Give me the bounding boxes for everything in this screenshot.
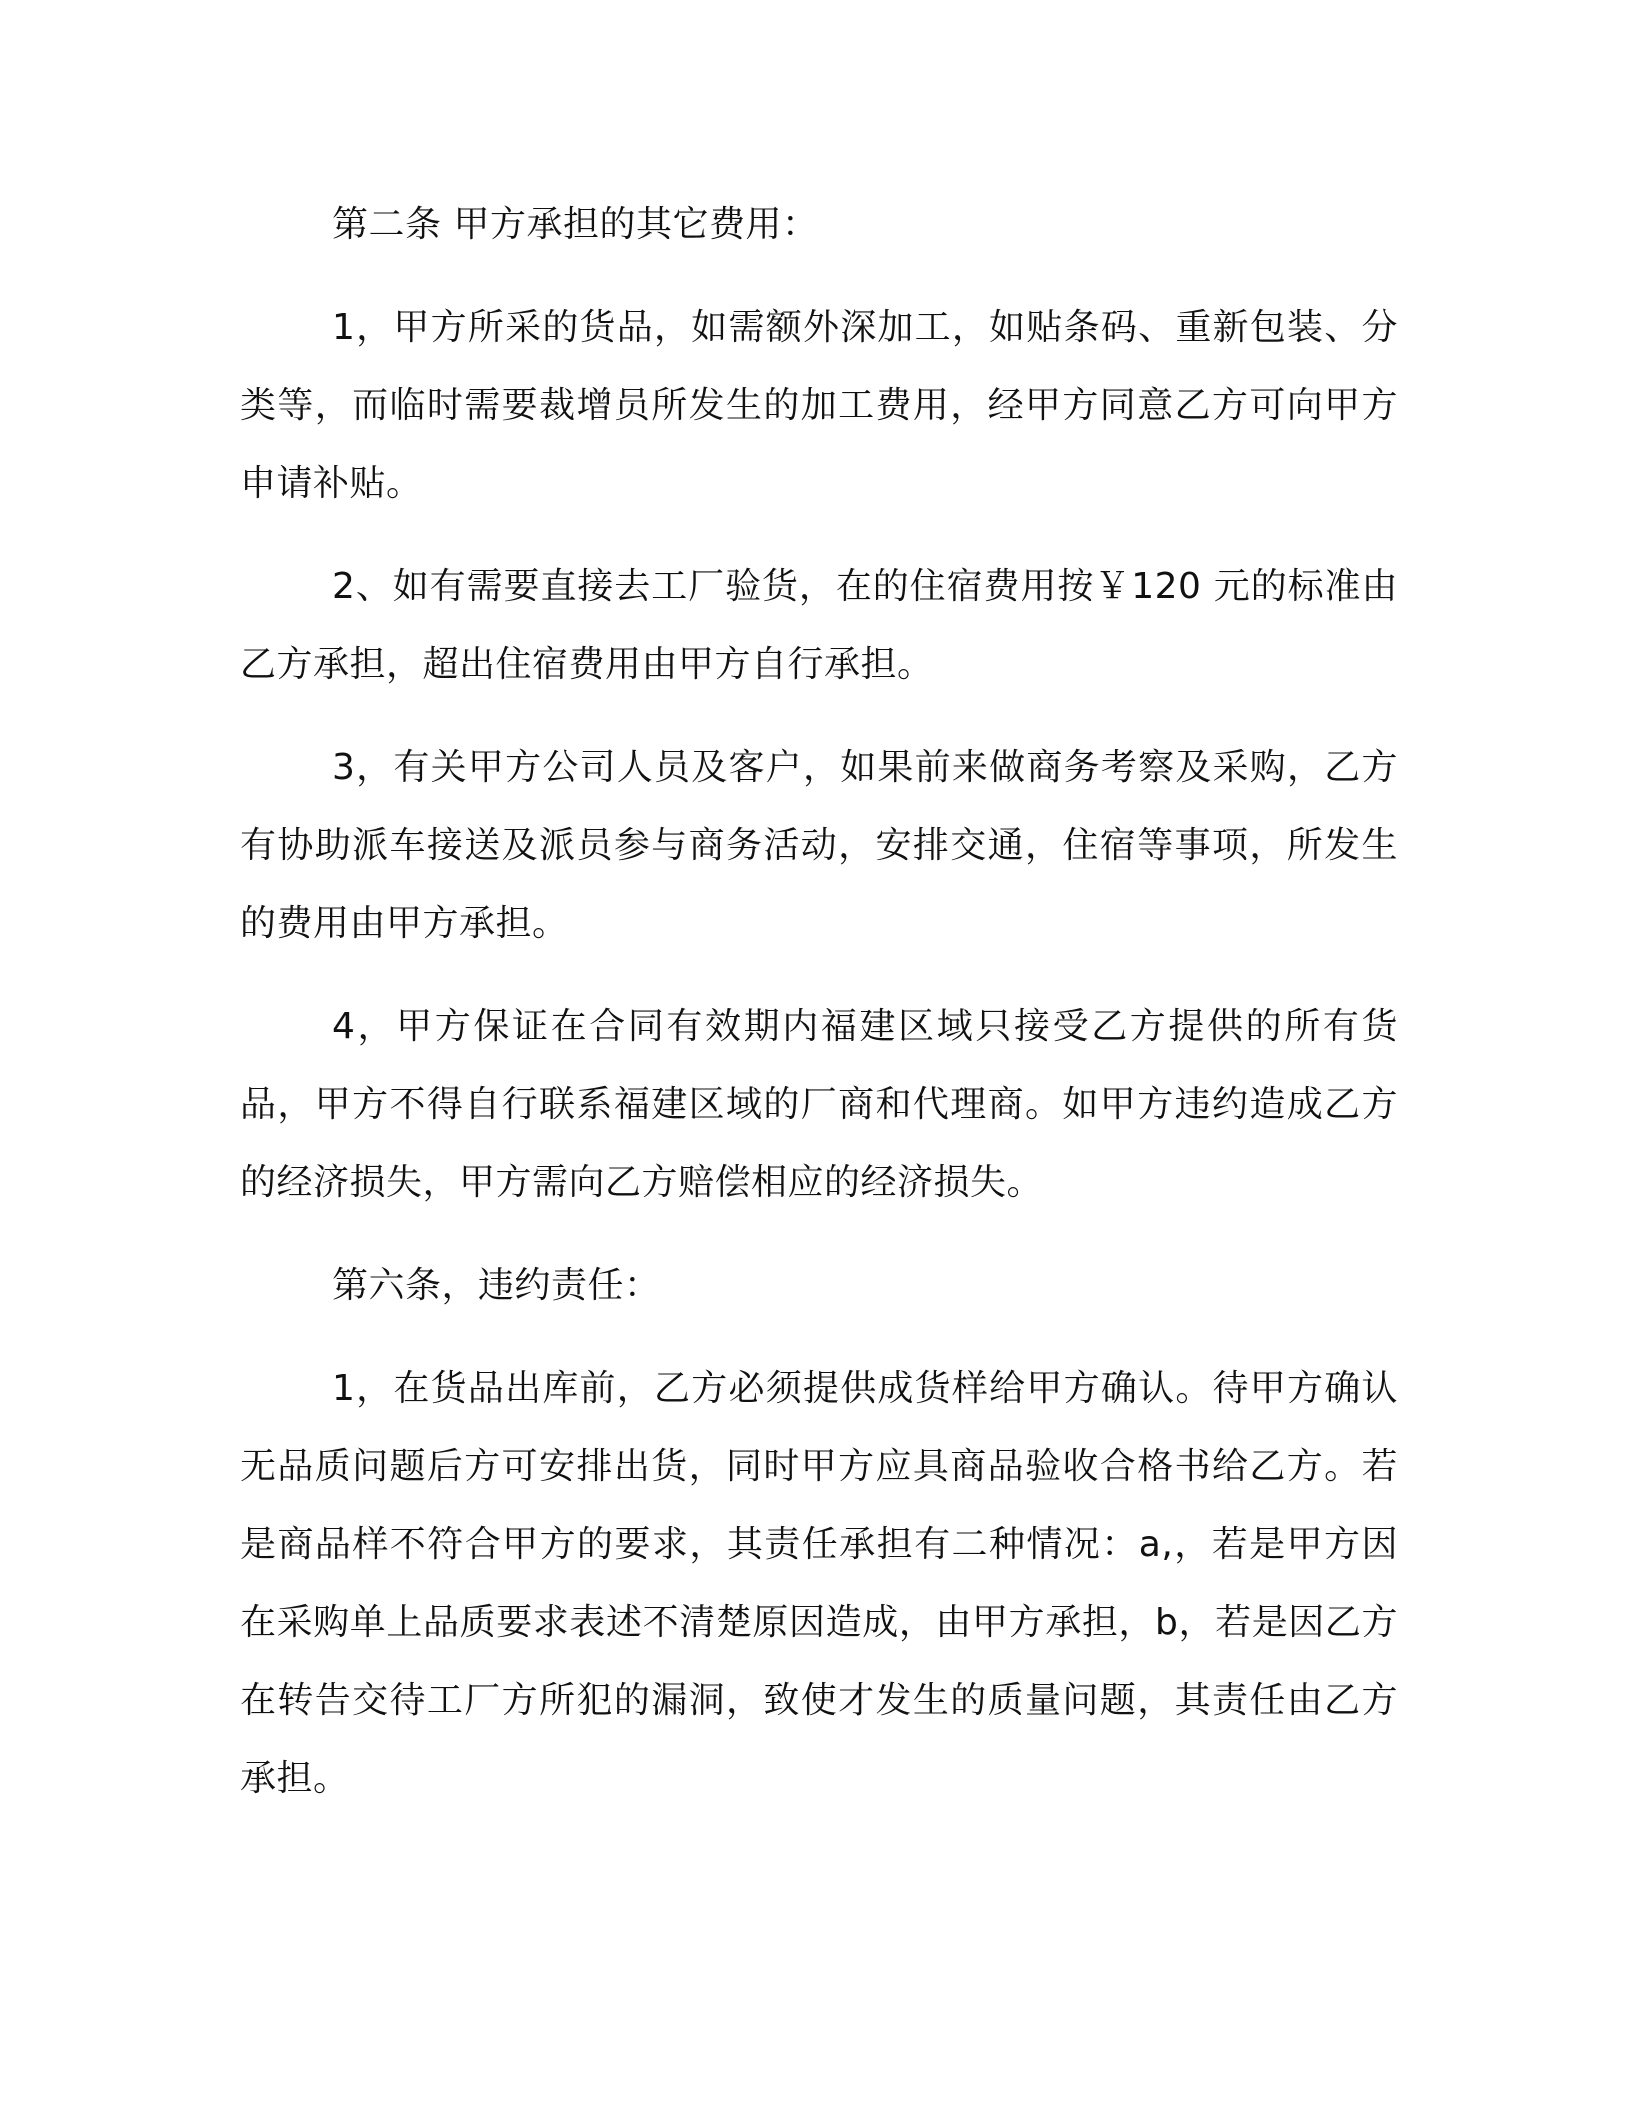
- paragraph: 1，甲方所采的货品，如需额外深加工，如贴条码、重新包装、分类等，而临时需要裁增员所发生的加工费用，经甲方同意乙方可向甲方申请补贴。: [240, 307, 1398, 504]
- section-heading: 第二条 甲方承担的其它费用：: [332, 204, 819, 245]
- section-heading: 第六条，违约责任：: [332, 1265, 661, 1306]
- paragraph: 4，甲方保证在合同有效期内福建区域只接受乙方提供的所有货品，甲方不得自行联系福建区域的厂商和代理商。如甲方违约造成乙方的经济损失，甲方需向乙方赔偿相应的经济损失。: [240, 1006, 1398, 1203]
- paragraph: 2、如有需要直接去工厂验货，在的住宿费用按￥120 元的标准由乙方承担，超出住宿费用由甲方自行承担。: [240, 566, 1398, 685]
- document-body: [240, 186, 1398, 1818]
- paragraph: 3，有关甲方公司人员及客户，如果前来做商务考察及采购，乙方有协助派车接送及派员参与商务活动，安排交通，住宿等事项，所发生的费用由甲方承担。: [240, 747, 1398, 944]
- paragraph: 1，在货品出库前，乙方必须提供成货样给甲方确认。待甲方确认无品质问题后方可安排出货，同时甲方应具商品验收合格书给乙方。若是商品样不符合甲方的要求，其责任承担有二种情况：a,，若是甲方因在采购单上品质要求表述不清楚原因造成，由甲方承担，b，若是因乙方在转告交待工厂方所犯的漏洞，致使才发生的质量问题，其责任由乙方承担。: [240, 1368, 1398, 1799]
